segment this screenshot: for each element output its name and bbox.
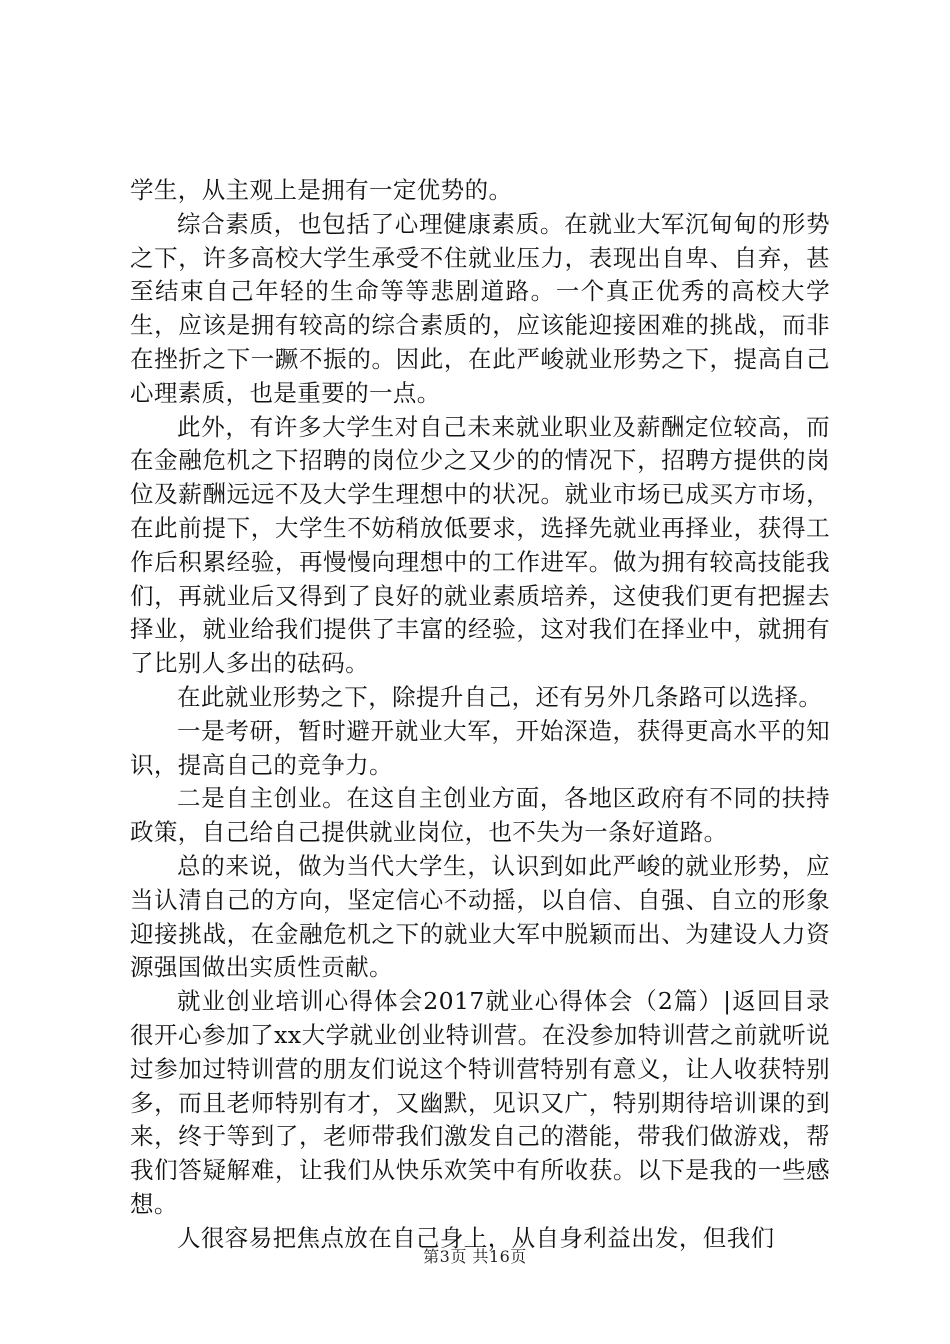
paragraph-5: 一是考研，暂时避开就业大军，开始深造，获得更高水平的知识，提高自己的竞争力。 [130,716,830,779]
paragraph-8: 就业创业培训心得体会2017就业心得体会（2篇）|返回目录很开心参加了xx大学就业创业特训营。在没参加特训营之前就听说过参加过特训营的朋友们说这个特训营特别有意义，让人收获特别多，而且老师特别有才，又幽默，见识又广，特别期待培训课的到来，终于等到了，老师带我们激发自己的潜能，带我们做游戏，帮我们答疑解难，让我们从快乐欢笑中有所收获。以下是我的一些感想。 [130,987,830,1218]
paragraph-7: 总的来说，做为当代大学生，认识到如此严峻的就业形势，应当认清自己的方向，坚定信心不动摇，以自信、自强、自立的形象迎接挑战，在金融危机之下的就业大军中脱颖而出、为建设人力资源强国做出实质性贡献。 [130,851,830,982]
paragraph-1: 学生，从主观上是拥有一定优势的。 [130,176,513,204]
document-body [130,174,830,1256]
paragraph-9: 人很容易把焦点放在自己身上，从自身利益出发，但我们 [177,1223,775,1252]
paragraph-2: 综合素质，也包括了心理健康素质。在就业大军沉甸甸的形势之下，许多高校大学生承受不住就业压力，表现出自卑、自弃，甚至结束自己年轻的生命等等悲剧道路。一个真正优秀的高校大学生，应该是拥有较高的综合素质的，应该能迎接困难的挑战，而非在挫折之下一蹶不振的。因此，在此严峻就业形势之下，提高自己心理素质，也是重要的一点。 [130,209,830,407]
paragraph-4: 在此就业形势之下，除提升自己，还有另外几条路可以选择。 [177,682,823,711]
page-number-footer: 第3页 共16页 [423,1247,527,1266]
paragraph-3: 此外，有许多大学生对自己未来就业职业及薪酬定位较高，而在金融危机之下招聘的岗位少之又少的的情况下，招聘方提供的岗位及薪酬远远不及大学生理想中的状况。就业市场已成买方市场，在此前提下，大学生不妨稍放低要求，选择先就业再择业，获得工作后积累经验，再慢慢向理想中的工作进军。做为拥有较高技能我们，再就业后又得到了良好的就业素质培养，这使我们更有把握去择业，就业给我们提供了丰富的经验，这对我们在择业中，就拥有了比别人多出的砝码。 [130,412,830,678]
paragraph-6: 二是自主创业。在这自主创业方面，各地区政府有不同的扶持政策，自己给自己提供就业岗位，也不失为一条好道路。 [130,784,830,847]
